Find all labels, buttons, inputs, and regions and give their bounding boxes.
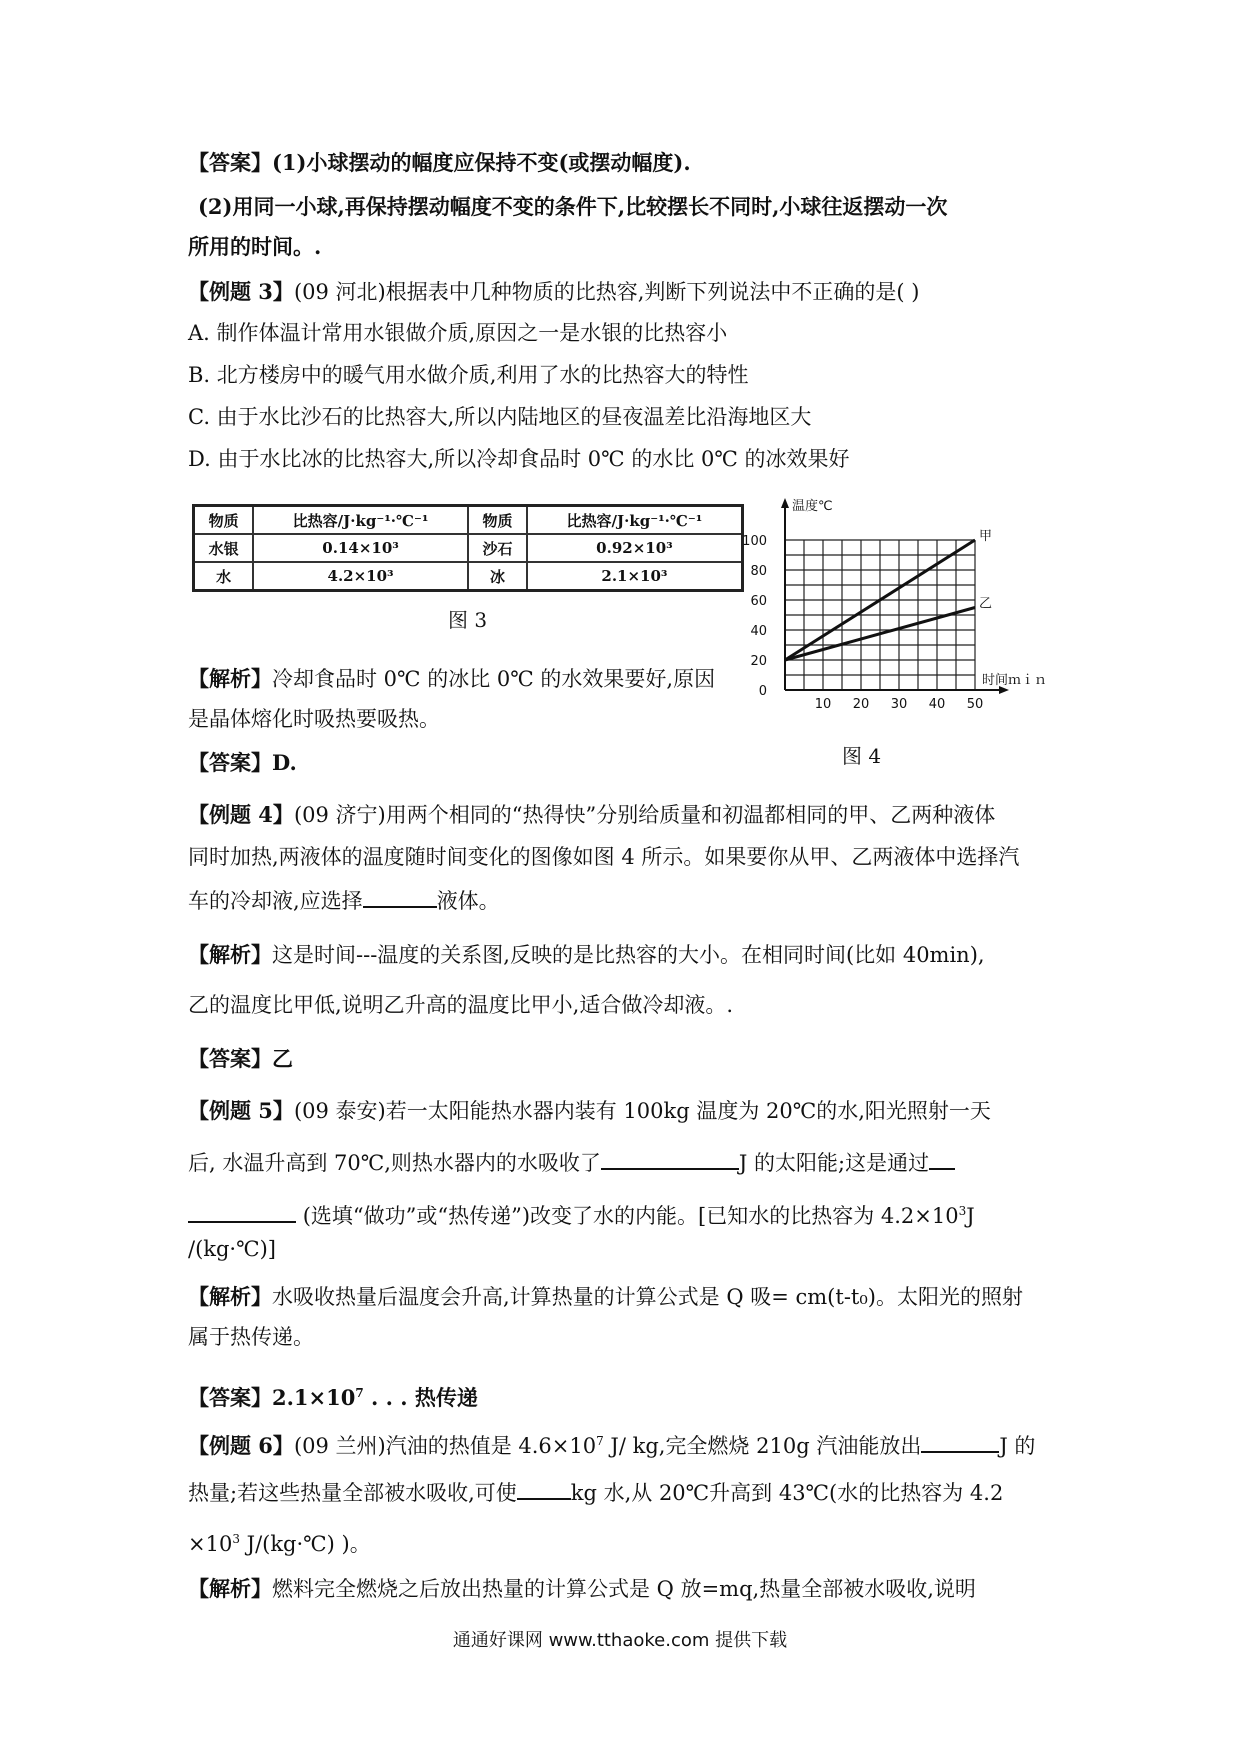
- answer-1-line-2: (2)用同一小球,再保持摆动幅度不变的条件下,比较摆长不同时,小球往返摆动一次: [198, 194, 948, 219]
- table-header-cell: 比热容/J·kg⁻¹·℃⁻¹: [527, 506, 743, 535]
- example-tag: 【例题 3】: [188, 279, 294, 304]
- table-row: [194, 534, 743, 562]
- answer-text: D.: [272, 750, 297, 775]
- example-6-line-1: [188, 1426, 1035, 1461]
- example-text: J/ kg,完全燃烧 210g 汽油能放出: [603, 1434, 922, 1458]
- analysis-tag: 【解析】: [188, 1576, 272, 1601]
- analysis-3-line-2: 是晶体熔化时吸热要吸热。: [188, 707, 440, 731]
- analysis-tag: 【解析】: [188, 942, 272, 967]
- option-a: A. 制作体温计常用水银做介质,原因之一是水银的比热容小: [188, 321, 728, 345]
- x-tick-label: 20: [852, 697, 870, 712]
- x-tick-label: 40: [928, 697, 946, 712]
- example-tag: 【例题 5】: [188, 1098, 294, 1123]
- example-5-line-1: [188, 1096, 991, 1126]
- example-text: (09 河北)根据表中几种物质的比热容,判断下列说法中不正确的是( ): [293, 280, 920, 304]
- y-tick-label: 0: [758, 684, 767, 699]
- x-tick-label: 30: [890, 697, 908, 712]
- example-text: ×10: [188, 1532, 233, 1556]
- example-text: 热量;若这些热量全部被水吸收,可使: [188, 1481, 517, 1505]
- option-d: D. 由于水比冰的比热容大,所以冷却食品时 0℃ 的水比 0℃ 的冰效果好: [188, 447, 850, 471]
- table-cell: 冰: [468, 562, 527, 591]
- answer-blank: [517, 1476, 571, 1500]
- answer-1-line-3: 所用的时间。.: [188, 234, 322, 259]
- table-cell: 水银: [194, 534, 254, 562]
- x-axis-label: 时间ｍｉｎ: [982, 673, 1048, 688]
- example-text: J 的太阳能;这是通过: [738, 1151, 930, 1175]
- example-4-line-2: 同时加热,两液体的温度随时间变化的图像如图 4 所示。如果要你从甲、乙两液体中选择汽: [188, 845, 1020, 869]
- example-text: (09 济宁)用两个相同的“热得快”分别给质量和初温都相同的甲、乙两种液体: [293, 803, 996, 827]
- superscript: 3: [958, 1204, 967, 1218]
- answer-text: 乙: [272, 1046, 293, 1071]
- example-text: 液体。: [436, 889, 500, 913]
- analysis-5-line-2: 属于热传递。: [188, 1325, 314, 1349]
- option-b: B. 北方楼房中的暖气用水做介质,利用了水的比热容大的特性: [188, 363, 749, 387]
- table-cell: 水: [194, 562, 254, 591]
- specific-heat-table: [192, 504, 744, 592]
- analysis-6-line-1: [188, 1574, 976, 1604]
- answer-blank: [929, 1146, 955, 1170]
- answer-tag: 【答案】: [188, 150, 272, 175]
- analysis-tag: 【解析】: [188, 1284, 272, 1309]
- analysis-text: 冷却食品时 0℃ 的冰比 0℃ 的水效果要好,原因: [272, 667, 716, 691]
- analysis-5-line-1: [188, 1282, 1023, 1312]
- example-text: J/(kg·℃) )。: [239, 1532, 371, 1556]
- series-label: 甲: [979, 529, 993, 544]
- y-tick-label: 20: [750, 654, 767, 669]
- table-row: [194, 562, 743, 591]
- example-6-line-2: [188, 1476, 1003, 1508]
- example-5-line-3: [188, 1196, 975, 1231]
- example-4-line-3: [188, 884, 500, 916]
- example-3-question: [188, 277, 919, 307]
- analysis-text: 水吸收热量后温度会升高,计算热量的计算公式是 Q 吸= cm(t-t₀)。太阳光的照射: [272, 1285, 1023, 1309]
- x-tick-label: 10: [814, 697, 832, 712]
- y-tick-label: 100: [742, 534, 767, 549]
- analysis-4-line-1: [188, 940, 985, 970]
- example-text: J: [966, 1204, 975, 1228]
- answer-tag: 【答案】: [188, 1385, 272, 1410]
- table-header-cell: 物质: [468, 506, 527, 535]
- table-cell: 0.14×10³: [253, 534, 468, 562]
- chart-ticks: [742, 534, 983, 712]
- answer-blank: [601, 1146, 739, 1170]
- chart-series: [785, 529, 992, 660]
- answer-blank: [921, 1429, 999, 1453]
- example-5-line-2: [188, 1146, 955, 1178]
- y-tick-label: 80: [750, 564, 767, 579]
- analysis-tag: 【解析】: [188, 666, 272, 691]
- figure-3-caption: 图 3: [448, 608, 488, 632]
- answer-tag: 【答案】: [188, 750, 272, 775]
- table-header-row: [194, 506, 743, 535]
- answer-tag: 【答案】: [188, 1046, 272, 1071]
- series-label: 乙: [979, 596, 993, 612]
- answer-text: 2.1×10: [272, 1385, 356, 1410]
- superscript: 7: [596, 1434, 604, 1448]
- superscript: 3: [232, 1532, 240, 1546]
- x-tick-label: 50: [966, 697, 984, 712]
- answer-1-line: [188, 148, 691, 178]
- table-cell: 4.2×10³: [253, 562, 468, 591]
- example-text: (09 兰州)汽油的热值是 4.6×10: [293, 1434, 597, 1458]
- answer-3-line: [188, 748, 297, 778]
- table-cell: 0.92×10³: [527, 534, 743, 562]
- example-tag: 【例题 4】: [188, 802, 294, 827]
- superscript: 7: [355, 1386, 364, 1400]
- option-c: C. 由于水比沙石的比热容大,所以内陆地区的昼夜温差比沿海地区大: [188, 405, 812, 429]
- y-tick-label: 60: [750, 594, 767, 609]
- y-axis-arrow: [781, 498, 789, 508]
- answer-text: (1)小球摆动的幅度应保持不变(或摆动幅度).: [272, 150, 691, 175]
- example-6-line-3: [188, 1524, 371, 1559]
- analysis-4-line-2: 乙的温度比甲低,说明乙升高的温度比甲小,适合做冷却液。.: [188, 993, 734, 1017]
- temperature-time-chart: [740, 490, 1080, 720]
- answer-5-line: [188, 1378, 478, 1413]
- answer-4-line: [188, 1044, 293, 1074]
- answer-blank: [188, 1199, 296, 1223]
- example-text: 后, 水温升高到 70℃,则热水器内的水吸收了: [188, 1151, 601, 1175]
- page-footer: 通通好课网 www.tthaoke.com 提供下载: [452, 1630, 788, 1651]
- y-axis-label: 温度℃: [792, 499, 833, 514]
- example-5-line-4: /(kg·℃)]: [188, 1237, 276, 1261]
- example-text: (选填“做功”或“热传递”)改变了水的内能。[已知水的比热容为 4.2×10: [302, 1204, 959, 1228]
- analysis-text: 这是时间---温度的关系图,反映的是比热容的大小。在相同时间(比如 40min),: [272, 943, 985, 967]
- table-header-cell: 比热容/J·kg⁻¹·℃⁻¹: [253, 506, 468, 535]
- table-cell: 沙石: [468, 534, 527, 562]
- table-header-cell: 物质: [194, 506, 254, 535]
- figure-4-caption: 图 4: [842, 744, 882, 768]
- example-text: J 的: [999, 1434, 1036, 1458]
- table-cell: 2.1×10³: [527, 562, 743, 591]
- example-text: kg 水,从 20℃升高到 43℃(水的比热容为 4.2: [570, 1481, 1004, 1505]
- analysis-3-line-1: [188, 664, 715, 694]
- example-text: (09 泰安)若一太阳能热水器内装有 100kg 温度为 20℃的水,阳光照射一天: [293, 1099, 991, 1123]
- answer-blank: [363, 884, 437, 908]
- y-tick-label: 40: [750, 624, 767, 639]
- example-tag: 【例题 6】: [188, 1433, 294, 1458]
- example-4-line-1: [188, 800, 995, 830]
- example-text: 车的冷却液,应选择: [188, 889, 363, 913]
- answer-text: . . . 热传递: [363, 1385, 478, 1410]
- analysis-text: 燃料完全燃烧之后放出热量的计算公式是 Q 放=mq,热量全部被水吸收,说明: [272, 1577, 976, 1601]
